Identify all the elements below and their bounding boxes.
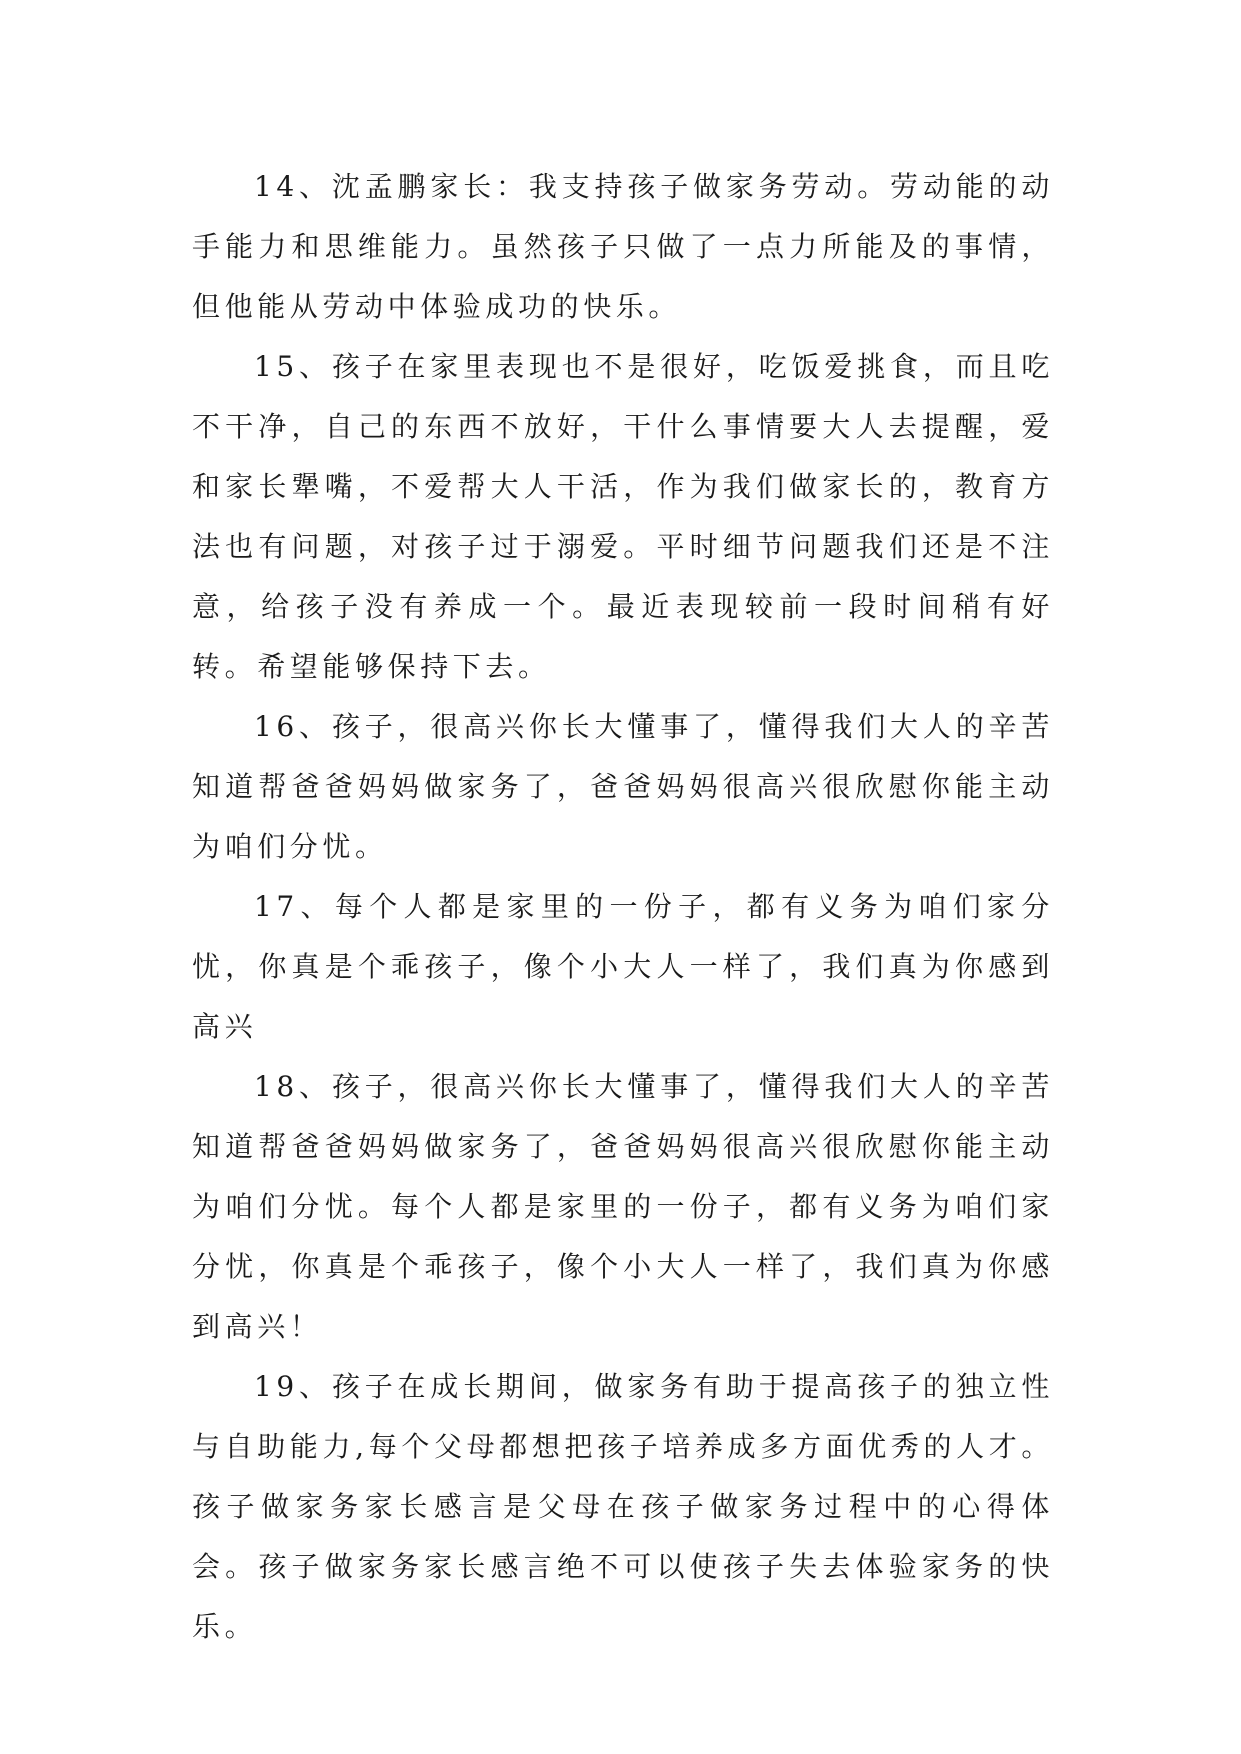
paragraph-17: 17、每个人都是家里的一份子，都有义务为咱们家分忧，你真是个乖孩子，像个小大人一样了，我们真为你感到高兴: [192, 890, 1054, 1043]
document-body: [192, 157, 1054, 1657]
paragraph-14: 14、沈孟鹏家长：我支持孩子做家务劳动。劳动能的动手能力和思维能力。虽然孩子只做了一点力所能及的事情，但他能从劳动中体验成功的快乐。: [192, 170, 1054, 323]
paragraph-19: 19、孩子在成长期间，做家务有助于提高孩子的独立性与自助能力,每个父母都想把孩子培养成多方面优秀的人才。孩子做家务家长感言是父母在孩子做家务过程中的心得体会。孩子做家务家长感言绝不可以使孩子失去体验家务的快乐。: [192, 1370, 1054, 1643]
paragraph-18: 18、孩子，很高兴你长大懂事了，懂得我们大人的辛苦知道帮爸爸妈妈做家务了，爸爸妈妈很高兴很欣慰你能主动为咱们分忧。每个人都是家里的一份子，都有义务为咱们家分忧，你真是个乖孩子，像个小大人一样了，我们真为你感到高兴！: [192, 1070, 1054, 1343]
paragraph-15: 15、孩子在家里表现也不是很好，吃饭爱挑食，而且吃不干净，自己的东西不放好，干什么事情要大人去提醒，爱和家长犟嘴，不爱帮大人干活，作为我们做家长的，教育方法也有问题，对孩子过于溺爱。平时细节问题我们还是不注意，给孩子没有养成一个。最近表现较前一段时间稍有好转。希望能够保持下去。: [192, 350, 1054, 683]
paragraph-16: 16、孩子，很高兴你长大懂事了，懂得我们大人的辛苦知道帮爸爸妈妈做家务了，爸爸妈妈很高兴很欣慰你能主动为咱们分忧。: [192, 710, 1054, 863]
